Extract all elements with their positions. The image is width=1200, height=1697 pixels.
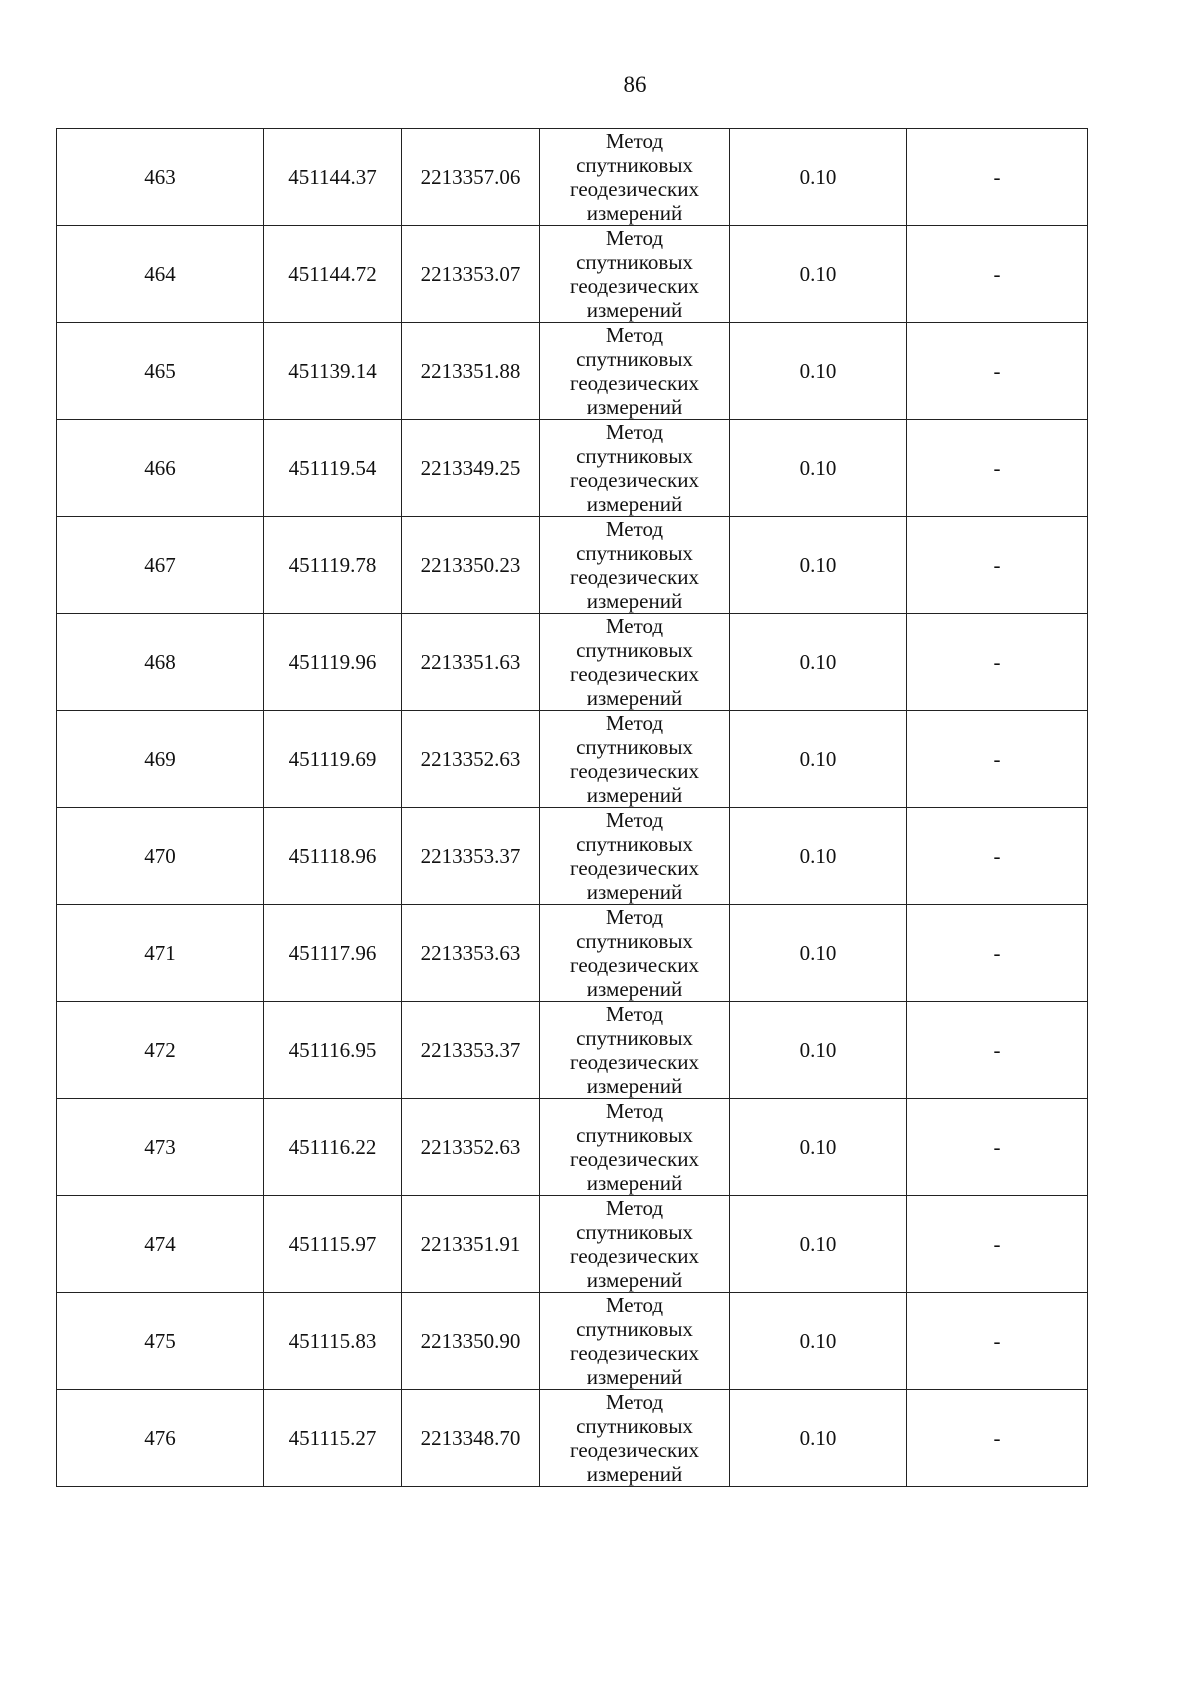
cell-point-number: 464	[57, 226, 264, 323]
cell-accuracy: 0.10	[730, 905, 907, 1002]
method-line: Метод	[605, 711, 664, 735]
cell-note: -	[907, 711, 1088, 808]
method-line: Метод	[605, 1099, 664, 1123]
cell-method	[540, 1196, 730, 1293]
method-line: спутниковых	[576, 832, 693, 856]
method-line: спутниковых	[576, 1317, 693, 1341]
method-line: геодезических	[569, 177, 699, 201]
method-line: геодезических	[569, 1147, 699, 1171]
table-row	[57, 226, 1088, 323]
cell-coordinate-x: 451119.69	[264, 711, 402, 808]
cell-coordinate-y: 2213353.07	[402, 226, 540, 323]
cell-accuracy: 0.10	[730, 808, 907, 905]
table-row	[57, 1390, 1088, 1487]
cell-point-number: 475	[57, 1293, 264, 1390]
cell-point-number: 467	[57, 517, 264, 614]
cell-coordinate-x: 451116.22	[264, 1099, 402, 1196]
method-line: спутниковых	[576, 250, 693, 274]
method-line: измерений	[586, 395, 683, 419]
cell-method	[540, 226, 730, 323]
cell-coordinate-x: 451115.83	[264, 1293, 402, 1390]
method-line: Метод	[605, 1390, 664, 1414]
method-line: геодезических	[569, 1438, 699, 1462]
table-row	[57, 1196, 1088, 1293]
cell-note: -	[907, 323, 1088, 420]
cell-coordinate-x: 451119.96	[264, 614, 402, 711]
method-line: измерений	[586, 880, 683, 904]
table-row	[57, 1293, 1088, 1390]
cell-coordinate-x: 451144.37	[264, 129, 402, 226]
page-number: 86	[623, 72, 647, 97]
cell-point-number: 473	[57, 1099, 264, 1196]
cell-accuracy: 0.10	[730, 226, 907, 323]
cell-point-number: 463	[57, 129, 264, 226]
cell-accuracy: 0.10	[730, 1196, 907, 1293]
table-row	[57, 711, 1088, 808]
method-line: геодезических	[569, 1244, 699, 1268]
method-line: измерений	[586, 1171, 683, 1195]
cell-method	[540, 517, 730, 614]
table-body	[57, 129, 1088, 1487]
cell-note: -	[907, 808, 1088, 905]
cell-method	[540, 129, 730, 226]
cell-note: -	[907, 129, 1088, 226]
table-row	[57, 420, 1088, 517]
cell-point-number: 472	[57, 1002, 264, 1099]
cell-point-number: 471	[57, 905, 264, 1002]
cell-method	[540, 614, 730, 711]
table-row	[57, 808, 1088, 905]
method-line: геодезических	[569, 371, 699, 395]
cell-coordinate-x: 451118.96	[264, 808, 402, 905]
table-row	[57, 614, 1088, 711]
method-line: геодезических	[569, 1341, 699, 1365]
cell-note: -	[907, 1099, 1088, 1196]
cell-method	[540, 711, 730, 808]
table-row	[57, 1002, 1088, 1099]
cell-coordinate-x: 451119.54	[264, 420, 402, 517]
cell-note: -	[907, 614, 1088, 711]
method-line: измерений	[586, 589, 683, 613]
method-line: спутниковых	[576, 153, 693, 177]
cell-accuracy: 0.10	[730, 614, 907, 711]
method-line: Метод	[605, 614, 664, 638]
cell-note: -	[907, 1002, 1088, 1099]
method-line: спутниковых	[576, 929, 693, 953]
method-line: измерений	[586, 298, 683, 322]
cell-coordinate-x: 451139.14	[264, 323, 402, 420]
method-line: Метод	[605, 1293, 664, 1317]
cell-coordinate-y: 2213351.88	[402, 323, 540, 420]
cell-coordinate-y: 2213357.06	[402, 129, 540, 226]
method-line: измерений	[586, 977, 683, 1001]
method-line: измерений	[586, 1268, 683, 1292]
cell-method	[540, 323, 730, 420]
cell-coordinate-x: 451116.95	[264, 1002, 402, 1099]
cell-coordinate-y: 2213351.91	[402, 1196, 540, 1293]
cell-accuracy: 0.10	[730, 517, 907, 614]
cell-accuracy: 0.10	[730, 711, 907, 808]
method-line: спутниковых	[576, 347, 693, 371]
cell-method	[540, 1390, 730, 1487]
cell-accuracy: 0.10	[730, 1002, 907, 1099]
cell-point-number: 468	[57, 614, 264, 711]
cell-coordinate-y: 2213351.63	[402, 614, 540, 711]
cell-coordinate-y: 2213353.63	[402, 905, 540, 1002]
method-line: измерений	[586, 686, 683, 710]
cell-accuracy: 0.10	[730, 129, 907, 226]
cell-note: -	[907, 420, 1088, 517]
coordinates-table	[56, 128, 1088, 1487]
cell-accuracy: 0.10	[730, 1390, 907, 1487]
method-line: спутниковых	[576, 1123, 693, 1147]
table-row	[57, 517, 1088, 614]
cell-method	[540, 808, 730, 905]
cell-point-number: 470	[57, 808, 264, 905]
method-line: спутниковых	[576, 444, 693, 468]
method-line: измерений	[586, 1462, 683, 1486]
cell-point-number: 474	[57, 1196, 264, 1293]
method-line: геодезических	[569, 1050, 699, 1074]
cell-coordinate-y: 2213350.90	[402, 1293, 540, 1390]
method-line: Метод	[605, 1002, 664, 1026]
table-row	[57, 323, 1088, 420]
cell-coordinate-x: 451117.96	[264, 905, 402, 1002]
method-line: геодезических	[569, 274, 699, 298]
method-line: геодезических	[569, 468, 699, 492]
cell-point-number: 465	[57, 323, 264, 420]
method-line: спутниковых	[576, 541, 693, 565]
cell-note: -	[907, 226, 1088, 323]
table-row	[57, 129, 1088, 226]
table-row	[57, 1099, 1088, 1196]
method-line: Метод	[605, 808, 664, 832]
method-line: измерений	[586, 1365, 683, 1389]
cell-method	[540, 1099, 730, 1196]
method-line: Метод	[605, 323, 664, 347]
method-line: геодезических	[569, 565, 699, 589]
method-line: спутниковых	[576, 735, 693, 759]
cell-note: -	[907, 1293, 1088, 1390]
cell-note: -	[907, 1196, 1088, 1293]
method-line: измерений	[586, 1074, 683, 1098]
table-row	[57, 905, 1088, 1002]
cell-point-number: 476	[57, 1390, 264, 1487]
cell-note: -	[907, 1390, 1088, 1487]
method-line: Метод	[605, 420, 664, 444]
cell-point-number: 469	[57, 711, 264, 808]
cell-accuracy: 0.10	[730, 420, 907, 517]
cell-coordinate-y: 2213349.25	[402, 420, 540, 517]
cell-method	[540, 1002, 730, 1099]
cell-note: -	[907, 517, 1088, 614]
cell-coordinate-y: 2213352.63	[402, 711, 540, 808]
method-line: измерений	[586, 783, 683, 807]
method-line: спутниковых	[576, 1026, 693, 1050]
method-line: Метод	[605, 129, 664, 153]
method-line: Метод	[605, 226, 664, 250]
cell-coordinate-x: 451115.97	[264, 1196, 402, 1293]
method-line: измерений	[586, 201, 683, 225]
method-line: спутниковых	[576, 1414, 693, 1438]
cell-method	[540, 1293, 730, 1390]
cell-coordinate-x: 451119.78	[264, 517, 402, 614]
cell-coordinate-y: 2213353.37	[402, 1002, 540, 1099]
method-line: Метод	[605, 1196, 664, 1220]
method-line: измерений	[586, 492, 683, 516]
cell-coordinate-y: 2213350.23	[402, 517, 540, 614]
cell-point-number: 466	[57, 420, 264, 517]
cell-coordinate-x: 451115.27	[264, 1390, 402, 1487]
cell-accuracy: 0.10	[730, 1293, 907, 1390]
method-line: спутниковых	[576, 1220, 693, 1244]
cell-coordinate-x: 451144.72	[264, 226, 402, 323]
cell-coordinate-y: 2213352.63	[402, 1099, 540, 1196]
cell-coordinate-y: 2213348.70	[402, 1390, 540, 1487]
cell-coordinate-y: 2213353.37	[402, 808, 540, 905]
method-line: геодезических	[569, 662, 699, 686]
method-line: спутниковых	[576, 638, 693, 662]
method-line: геодезических	[569, 759, 699, 783]
cell-accuracy: 0.10	[730, 1099, 907, 1196]
method-line: Метод	[605, 905, 664, 929]
cell-method	[540, 905, 730, 1002]
cell-accuracy: 0.10	[730, 323, 907, 420]
cell-method	[540, 420, 730, 517]
method-line: геодезических	[569, 953, 699, 977]
method-line: геодезических	[569, 856, 699, 880]
method-line: Метод	[605, 517, 664, 541]
cell-note: -	[907, 905, 1088, 1002]
